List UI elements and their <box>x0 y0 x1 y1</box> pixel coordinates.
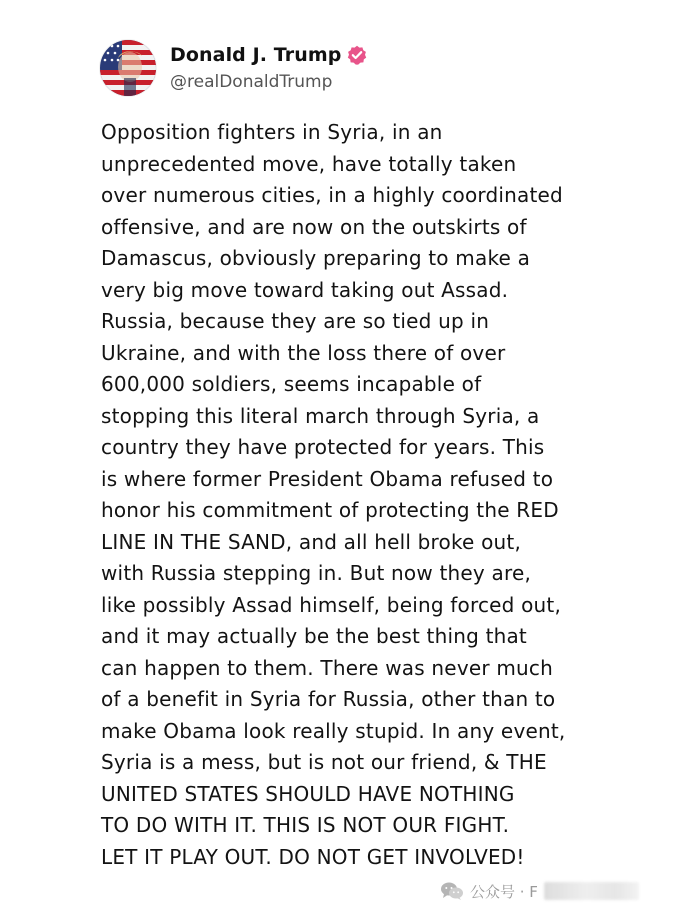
wechat-icon <box>440 881 464 901</box>
post-text-line: UNITED STATES SHOULD HAVE NOTHING <box>101 781 515 806</box>
post-body-text <box>101 117 601 873</box>
post-text-line: TO DO WITH IT. THIS IS NOT OUR FIGHT. <box>101 813 510 837</box>
post-text-line: and it may actually be the best thing that <box>101 624 527 648</box>
post-text-line: is where former President Obama refused to <box>101 466 554 491</box>
post-text-line: make Obama look really stupid. In any event, <box>101 718 566 743</box>
verified-badge-icon <box>347 45 367 65</box>
post-header <box>100 38 367 98</box>
author-info <box>170 43 367 93</box>
post-text-line: LINE IN THE SAND, and all hell broke out, <box>101 529 522 554</box>
post-text-line: with Russia stepping in. But now they are, <box>101 561 532 585</box>
post-text-line: honor his commitment of protecting the RED <box>101 498 559 522</box>
author-display-name[interactable]: Donald J. Trump <box>170 44 342 66</box>
post-text-line: like possibly Assad himself, being forced out, <box>101 592 562 617</box>
watermark-blurred-region <box>544 882 639 900</box>
post-text-line: LET IT PLAY OUT. DO NOT GET INVOLVED! <box>101 844 525 869</box>
post-text-line: of a benefit in Syria for Russia, other than to <box>101 687 556 711</box>
post-text-line: Ukraine, and with the loss there of over <box>101 340 506 365</box>
author-handle[interactable]: @realDonaldTrump <box>170 72 333 92</box>
post-text-line: Opposition fighters in Syria, in an <box>101 120 443 144</box>
post-text-line: 600,000 soldiers, seems incapable of <box>101 372 482 396</box>
avatar-flag-portrait-icon <box>100 40 156 96</box>
author-name-row <box>170 43 367 67</box>
author-avatar[interactable] <box>100 40 156 96</box>
post-text-line: country they have protected for years. This <box>101 435 545 459</box>
post-text-line: can happen to them. There was never much <box>101 655 553 680</box>
wechat-watermark <box>440 876 639 906</box>
post-text-line: unprecedented move, have totally taken <box>101 151 517 176</box>
post-text-line: Russia, because they are so tied up in <box>101 309 490 333</box>
post-text-line: Syria is a mess, but is not our friend, & THE <box>101 750 547 774</box>
post-text-line: stopping this literal march through Syria, a <box>101 403 540 428</box>
watermark-text: 公众号 · F <box>470 882 538 901</box>
post-text-line: Damascus, obviously preparing to make a <box>101 246 531 270</box>
post-text-line: offensive, and are now on the outskirts of <box>101 214 527 239</box>
post-text-line: very big move toward taking out Assad. <box>101 277 509 302</box>
post-text-line: over numerous cities, in a highly coordinated <box>101 183 563 207</box>
